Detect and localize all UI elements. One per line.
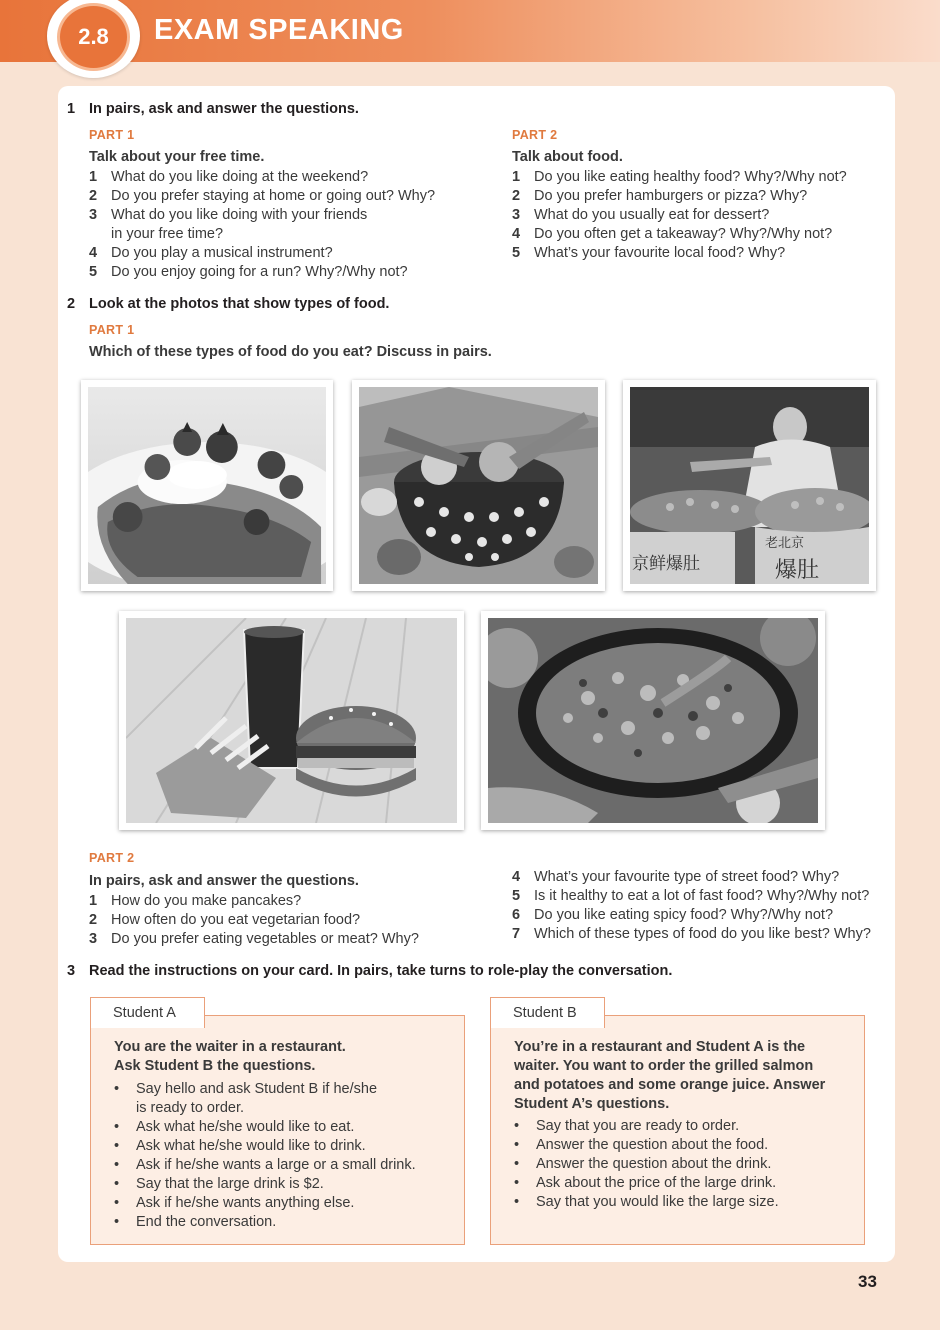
list-item: • Say that you are ready to order. [514,1118,740,1134]
lesson-number: 2.8 [57,3,130,71]
list-item: • Answer the question about the food. [514,1137,769,1153]
ex2-part2-lead: In pairs, ask and answer the questions. [89,873,359,889]
photo-vegetarian-pan [481,611,825,830]
photo-pancakes [81,380,333,591]
list-item: 4 Do you often get a takeaway? Why?/Why not? [512,226,833,242]
photo-vegetables [352,380,605,591]
list-item: • Answer the question about the drink. [514,1156,772,1172]
list-item: 4 Do you play a musical instrument? [89,245,333,261]
list-item: • Say hello and ask Student B if he/she [114,1081,378,1097]
ex1-part2-lead: Talk about food. [512,149,623,165]
list-item: 5 Do you enjoy going for a run? Why?/Why not? [89,264,408,280]
ex1-part1-lead: Talk about your free time. [89,149,265,165]
list-item: 3 What do you like doing with your friends [89,207,368,223]
student-a-bullets [114,1080,459,1232]
exercise-1-instruction: In pairs, ask and answer the questions. [89,101,359,117]
ex1-part2-label: PART 2 [512,128,558,142]
list-item: 1 What do you like doing at the weekend? [89,169,369,185]
list-item: • Ask if he/she wants anything else. [114,1195,355,1211]
student-b-bullets [514,1117,859,1212]
list-item: 5 Is it healthy to eat a lot of fast food? Why?/Why not? [512,888,870,904]
list-item: 1 Do you like eating healthy food? Why?/Why not? [512,169,847,185]
ex1-part2-questions [512,168,882,263]
exercise-2-number: 2 [67,296,76,312]
list-item: • Ask if he/she wants a large or a small drink. [114,1157,416,1173]
ex1-part1-questions [89,168,489,282]
stall-sign-left: 京鲜爆肚 [632,554,700,574]
ex2-part2-label: PART 2 [89,851,135,865]
list-item: • Ask what he/she would like to eat. [114,1119,355,1135]
list-item: 1 How do you make pancakes? [89,893,302,909]
list-item: 6 Do you like eating spicy food? Why?/Why not? [512,907,834,923]
lesson-header [0,0,940,62]
ex2-part1-label: PART 1 [89,323,135,337]
list-item: • Ask about the price of the large drink. [514,1175,777,1191]
list-item: • Ask what he/she would like to drink. [114,1138,366,1154]
list-item: 4 What’s your favourite type of street food? Why? [512,869,840,885]
lesson-badge [47,0,140,78]
page-title: EXAM SPEAKING [154,14,404,46]
student-a-intro: You are the waiter in a restaurant. Ask Student B the questions. [114,1039,346,1074]
student-b-tab: Student B [490,997,605,1028]
stall-sign-right: 老北京 [765,536,805,551]
stall-sign-right-large: 爆肚 [775,558,820,583]
list-item: 2 How often do you eat vegetarian food? [89,912,361,928]
list-item: 2 Do you prefer staying at home or going out? Why? [89,188,436,204]
list-item: • End the conversation. [114,1214,277,1230]
exercise-1-number: 1 [67,101,76,117]
ex2-part2-questions-left [89,892,489,949]
list-item: 3 What do you usually eat for dessert? [512,207,770,223]
page-number: 33 [858,1272,877,1291]
list-item: • Say that you would like the large size. [514,1194,779,1210]
list-item: 7 Which of these types of food do you like best? Why? [512,926,871,942]
photo-fast-food [119,611,464,830]
list-item: • Say that the large drink is $2. [114,1176,324,1192]
photo-street-food [623,380,876,591]
student-b-intro: You’re in a restaurant and Student A is the waiter. You want to order the grilled salmon and potatoes and some orange juice. Answer Student A’s questions. [514,1039,826,1112]
ex2-part1-lead: Which of these types of food do you eat? Discuss in pairs. [89,344,492,360]
list-item: 5 What’s your favourite local food? Why? [512,245,786,261]
list-item: in your free time? [111,226,224,242]
ex2-part2-questions-right [512,868,902,944]
exercise-3-number: 3 [67,963,76,979]
list-item: 3 Do you prefer eating vegetables or meat? Why? [89,931,419,947]
student-a-tab: Student A [90,997,205,1028]
exercise-3-instruction: Read the instructions on your card. In pairs, take turns to role-play the conversation. [89,963,673,979]
ex1-part1-label: PART 1 [89,128,135,142]
exercise-2-instruction: Look at the photos that show types of food. [89,296,390,312]
list-item: is ready to order. [136,1100,244,1116]
list-item: 2 Do you prefer hamburgers or pizza? Why? [512,188,808,204]
